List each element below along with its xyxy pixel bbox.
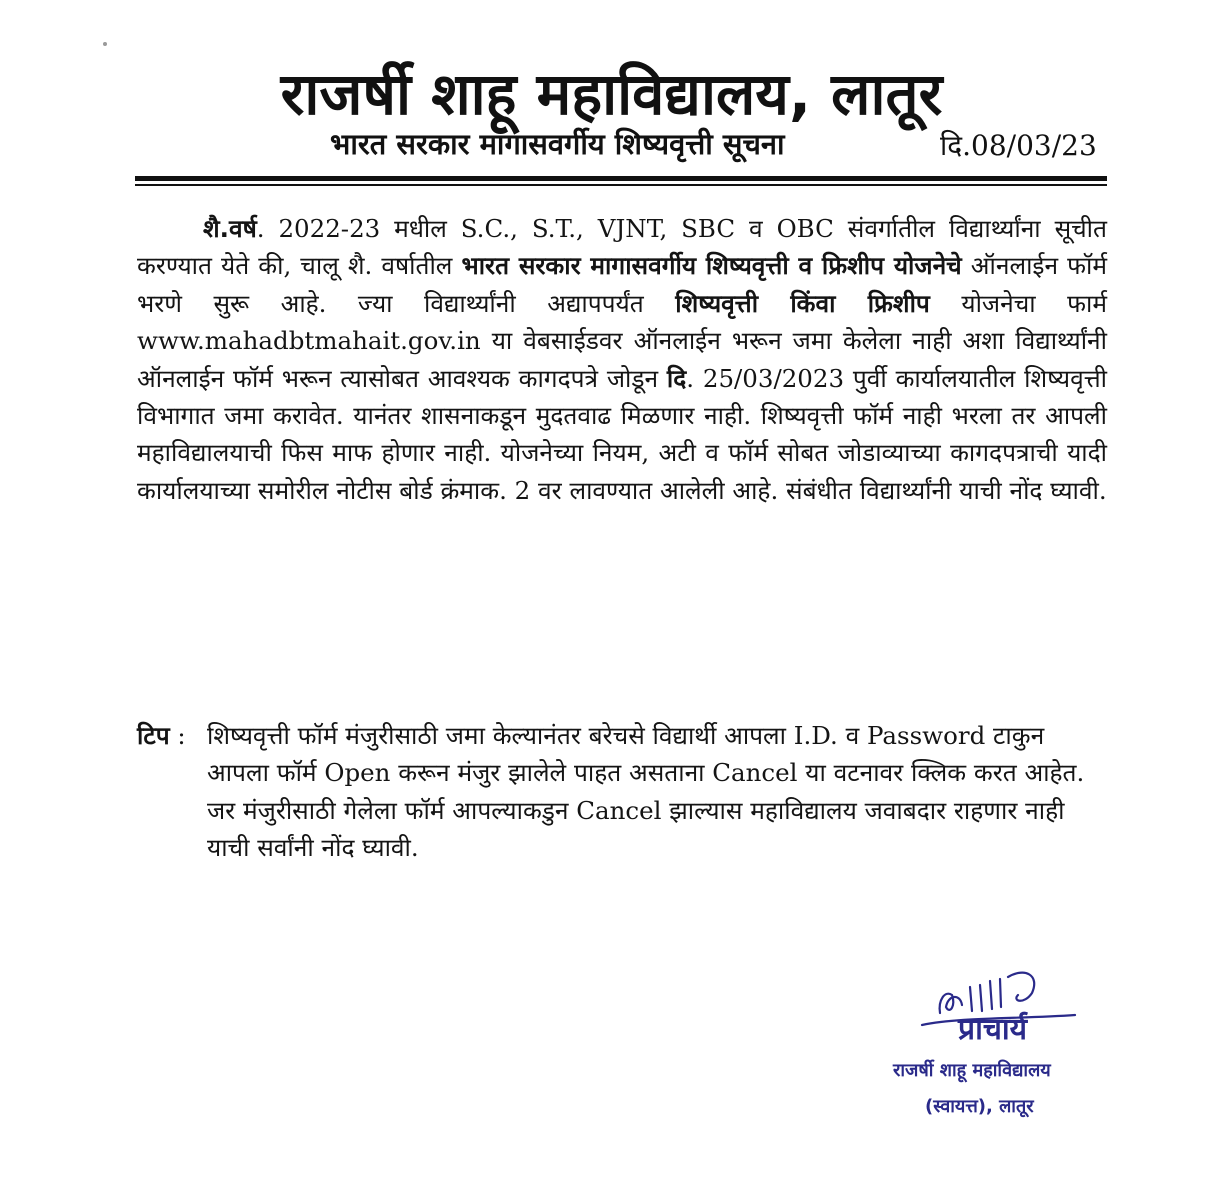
notice-date: दि.08/03/23 — [940, 129, 1097, 162]
date-prefix: दि — [666, 363, 687, 393]
notice-title: भारत सरकार मागासवर्गीय शिष्यवृत्ती सूचना — [330, 127, 785, 161]
tip-separator: : — [169, 721, 186, 750]
tip-text: शिष्यवृत्ती फॉर्म मंजुरीसाठी जमा केल्यानंतर बरेचसे विद्यार्थी आपला I.D. व Password टाकुन आपला फॉर्म Open करून मंजुर झालेले पाहत असताना Cancel या वटनावर क्लिक करत आहेत. जर मंजुरीसाठी गेलेला फॉर्म आपल्याकडुन Cancel झाल्यास महाविद्यालय जवाबदार राहणार नाही याची सर्वांनी नोंद घ्यावी. — [207, 721, 1085, 863]
body-text-4: . 25/03/2023 पुर्वी कार्यालयातील शिष्यवृत्ती विभागात जमा करावेत. यानंतर शासनाकडून मुदतवाढ मिळणार नाही. शिष्यवृत्ती फॉर्म नाही भरला तर आपली महाविद्यालयाची फिस माफ होणार नाही. योजनेच्या नियम, अटी व फॉर्म सोबत जोडाव्याच्या कागदपत्राची यादी कार्यालयाच्या समोरील नोटीस बोर्ड क्रंमाक. 2 वर लावण्यात आलेली आहे. संबंधीत विद्यार्थ्यांनी याची नोंद घ्यावी. — [137, 363, 1107, 505]
body-text-2: ऑनलाईन फॉर्म भरणे सुरू आहे. ज्या विद्यार्थ्यांनी अद्यापपर्यंत — [137, 251, 1107, 318]
principal-signature — [900, 965, 1100, 1045]
seal-college-name: राजर्षी शाहू महाविद्यालय — [893, 1060, 1051, 1081]
header-divider-thin — [135, 184, 1107, 186]
header-divider-thick — [135, 176, 1107, 181]
seal-location: (स्वायत्त), लातूर — [925, 1096, 1034, 1117]
scheme-name: भारत सरकार मागासवर्गीय शिष्यवृत्ती व फ्रिशीप योजनेचे — [461, 251, 962, 281]
body-text-3: योजनेचा फार्म www.mahadbtmahait.gov.in या वेबसाईडवर ऑनलाईन भरून जमा केलेला नाही अशा विद्यार्थ्यांनी ऑनलाईन फॉर्म भरून त्यासोबत आवश्यक कागदपत्रे जोडून — [137, 288, 1108, 393]
tip-section — [137, 717, 1107, 867]
scan-speck — [103, 42, 107, 46]
notice-body — [137, 210, 1107, 509]
tip-label: टिप — [137, 721, 170, 750]
body-text-1: . 2022-23 मधील S.C., S.T., VJNT, SBC व OBC संवर्गातील विद्यार्थ्यांना सूचीत करण्यात येते की, चालू शै. वर्षातील — [137, 214, 1107, 281]
principal-title: प्राचार्य — [958, 1012, 1028, 1045]
college-name: राजर्षी शाहू महाविद्यालय, लातूर — [280, 60, 943, 128]
academic-year-label: शै.वर्ष — [203, 214, 257, 243]
scholarship-freeship: शिष्यवृत्ती किंवा फ्रिशीप — [675, 288, 930, 318]
